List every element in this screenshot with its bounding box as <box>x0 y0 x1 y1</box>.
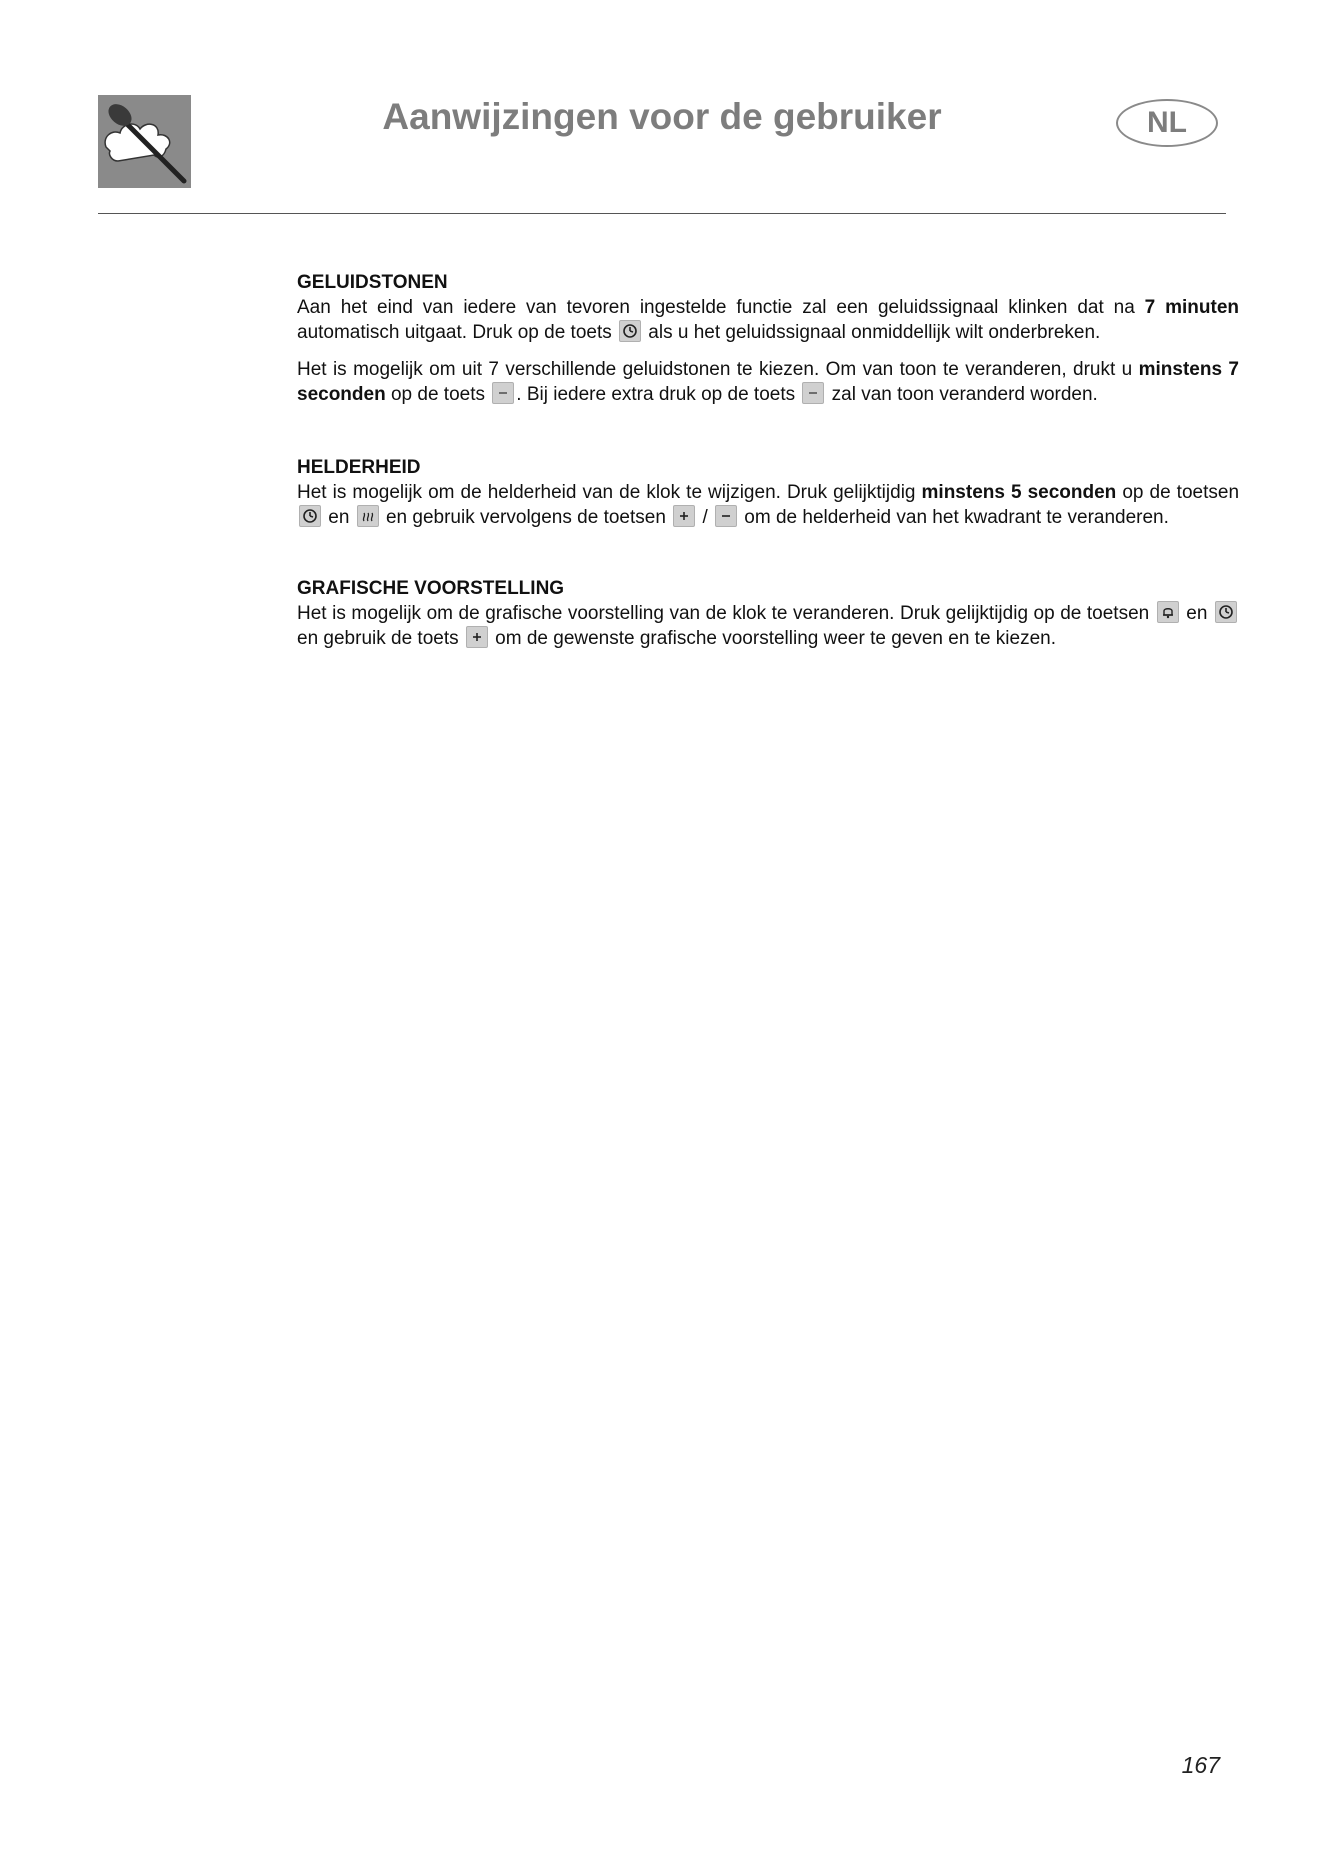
text-run: Het is mogelijk om de grafische voorstelling van de klok te veranderen. Druk gelijktijdig op de toetsen <box>297 603 1155 624</box>
text-run: op de toetsen <box>1116 482 1240 503</box>
text-run: Het is mogelijk om uit 7 verschillende geluidstonen te kiezen. Om van toon te veranderen, drukt u <box>297 359 1139 380</box>
text-run: om de gewenste grafische voorstelling weer te geven en te kiezen. <box>489 628 1056 649</box>
section-heading: GRAFISCHE VOORSTELLING <box>297 578 565 599</box>
section-heading: HELDERHEID <box>297 457 421 478</box>
paragraph <box>297 480 1239 530</box>
text-run: en <box>1180 603 1213 624</box>
timer-icon <box>1215 601 1237 623</box>
text-run: / <box>697 507 714 528</box>
steam-icon <box>357 505 379 527</box>
section-geluidstonen <box>297 270 1239 407</box>
paragraph <box>297 357 1239 407</box>
text-run: om de helderheid van het kwadrant te veranderen. <box>739 507 1169 528</box>
text-run: als u het geluidssignaal onmiddellijk wilt onderbreken. <box>643 322 1101 343</box>
minus-icon <box>715 505 737 527</box>
section-heading: GELUIDSTONEN <box>297 272 448 293</box>
language-badge <box>1116 99 1218 147</box>
text-run: zal van toon veranderd worden. <box>826 384 1098 405</box>
timer-icon <box>619 320 641 342</box>
text-run: en gebruik vervolgens de toetsen <box>380 507 672 528</box>
page-title: Aanwijzingen voor de gebruiker <box>382 96 942 137</box>
paragraph <box>297 295 1239 345</box>
bold-run: 7 minuten <box>1144 297 1239 318</box>
text-run: op de toets <box>385 384 491 405</box>
bell-icon <box>1157 601 1179 623</box>
minus-icon <box>492 382 514 404</box>
document-body <box>297 270 1239 651</box>
text-run: automatisch uitgaat. Druk op de toets <box>297 322 618 343</box>
text-run: en <box>323 507 355 528</box>
header-divider <box>98 213 1226 214</box>
text-run: en gebruik de toets <box>297 628 464 649</box>
plus-icon <box>673 505 695 527</box>
bold-run: minstens 7 seconden <box>297 359 1239 405</box>
text-run: . Bij iedere extra druk op de toets <box>516 384 801 405</box>
section-helderheid <box>297 455 1239 530</box>
text-run: Aan het eind van iedere van tevoren ingestelde functie zal een geluidssignaal klinken dat na <box>297 297 1145 318</box>
minus-icon <box>802 382 824 404</box>
bold-run: minstens 5 seconden <box>921 482 1117 503</box>
page-number: 167 <box>1181 1752 1220 1778</box>
language-badge-label: NL <box>1147 106 1187 139</box>
section-grafische-voorstelling <box>297 576 1239 651</box>
text-run: Het is mogelijk om de helderheid van de klok te wijzigen. Druk gelijktijdig <box>297 482 922 503</box>
paragraph <box>297 601 1239 651</box>
timer-icon <box>299 505 321 527</box>
plus-icon <box>466 626 488 648</box>
